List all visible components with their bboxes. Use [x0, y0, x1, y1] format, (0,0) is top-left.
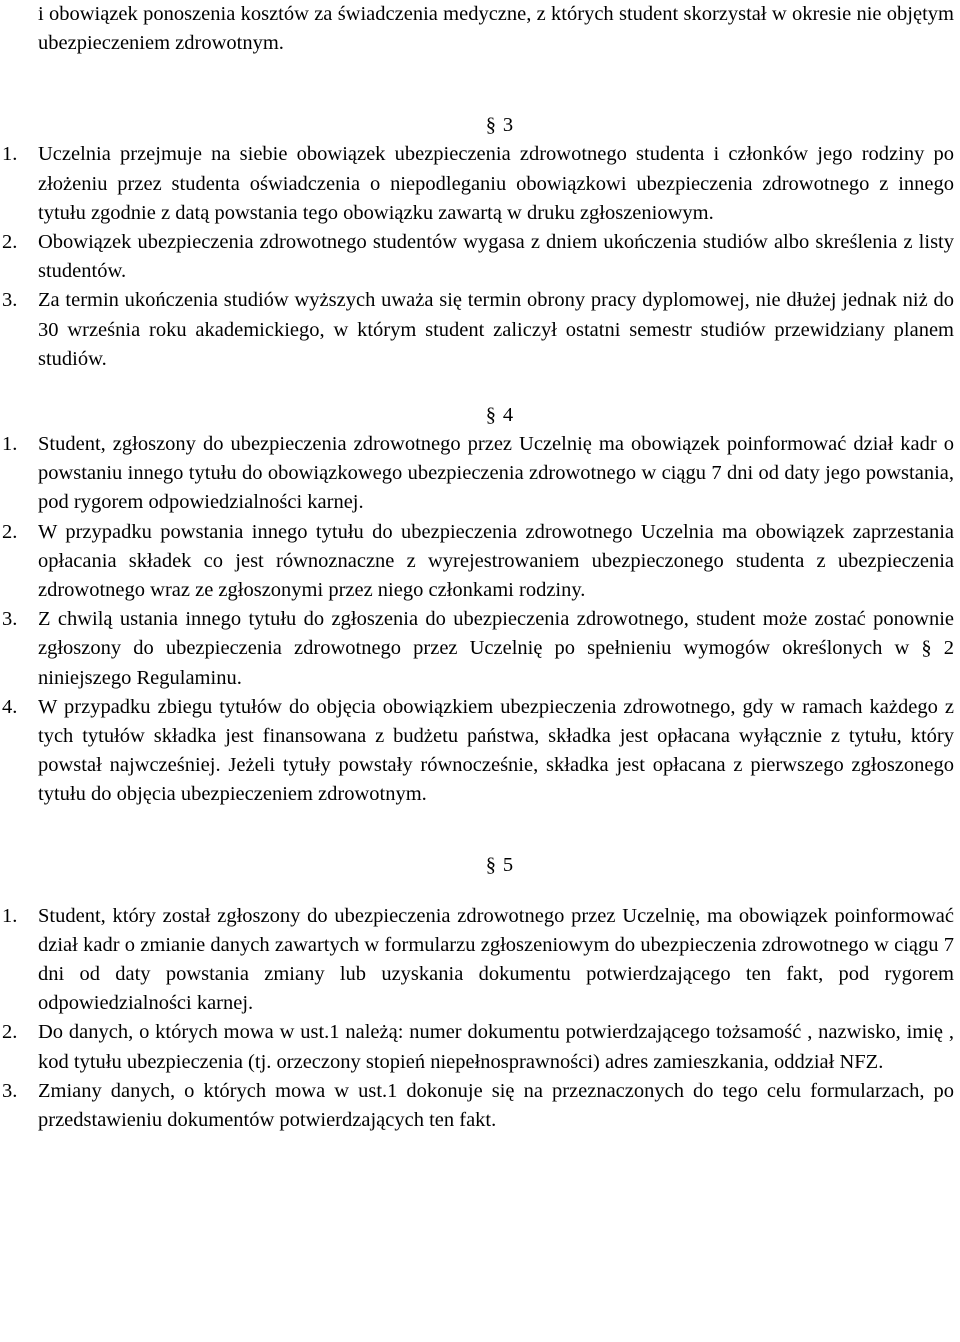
list-item — [2, 518, 954, 606]
section-heading-4 — [38, 400, 954, 430]
section-number: 4 — [502, 404, 514, 427]
item-number: 2. — [2, 231, 18, 254]
item-text: Student, zgłoszony do ubezpieczenia zdrowotnego przez Uczelnię ma obowiązek poinformować dział kadr o powstaniu innego tytułu do obowiązkowego ubezpieczenia zdrowotnego w ciągu 7 dni od daty jego powstania, pod rygorem odpowiedzialności karnej. — [38, 433, 954, 514]
section-number: 3 — [502, 114, 514, 137]
section-3-list — [2, 140, 954, 374]
item-number: 3. — [2, 608, 18, 631]
section-sign: § — [485, 853, 496, 876]
item-number: 3. — [2, 289, 18, 312]
section-sign: § — [485, 114, 496, 137]
item-number: 2. — [2, 520, 18, 543]
item-text: Zmiany danych, o których mowa w ust.1 dokonuje się na przeznaczonych do tego celu formularzach, po przedstawieniu dokumentów potwierdzających ten fakt. — [38, 1079, 954, 1132]
list-item — [2, 902, 954, 1019]
item-number: 1. — [2, 433, 18, 456]
item-text-after: 2 niniejszego Regulaminu. — [38, 637, 955, 689]
item-text: W przypadku powstania innego tytułu do ubezpieczenia zdrowotnego Uczelnia ma obowiązek zaprzestania opłacania składek co jest równoznaczne z wyrejestrowaniem ubezpieczonego studenta z ubezpieczenia zdrowotnego wraz ze zgłoszonymi przez niego członkami rodziny. — [38, 520, 954, 602]
item-number: 3. — [2, 1079, 18, 1102]
item-text-before: Z chwilą ustania innego tytułu do zgłoszenia do ubezpieczenia zdrowotnego, student może zostać ponownie zgłoszony do ubezpieczenia zdrowotnego przez Uczelnię po spełnieniu wymogów określonych w — [38, 608, 954, 660]
item-text: Obowiązek ubezpieczenia zdrowotnego studentów wygasa z dniem ukończenia studiów albo skreślenia z listy studentów. — [38, 231, 954, 283]
list-item — [2, 605, 955, 693]
intro-paragraph: i obowiązek ponoszenia kosztów za świadczenia medyczne, z których student skorzystał w okresie nie objętym ubezpieczeniem zdrowotnym. — [38, 3, 954, 55]
section-sign: § — [485, 404, 496, 427]
list-item — [2, 693, 954, 810]
section-4-list — [2, 430, 955, 810]
item-text: W przypadku zbiegu tytułów do objęcia obowiązkiem ubezpieczenia zdrowotnego, gdy w ramach każdego z tych tytułów składka jest finansowana z budżetu państwa, składka jest opłacana wyłącznie z tytułu, który powstał najwcześniej. Jeżeli tytuły powstały równocześnie, składka jest opłacana z pierwszego zgłoszonego tytułu do objęcia ubezpieczeniem zdrowotnym. — [38, 695, 954, 806]
list-item — [2, 1018, 954, 1076]
section-heading-3 — [38, 110, 954, 140]
list-item — [2, 1077, 954, 1135]
list-item — [2, 140, 954, 228]
item-text: Za termin ukończenia studiów wyższych uważa się termin obrony pracy dyplomowej, nie dłużej jednak niż do 30 września roku akademickiego, w którym student zaliczył ostatni semestr studiów przewidziany planem studiów. — [38, 289, 954, 370]
item-text: Student, który został zgłoszony do ubezpieczenia zdrowotnego przez Uczelnię, ma obowiązek poinformować dział kadr o zmianie danych zawartych w formularzu zgłoszeniowym do ubezpieczenia zdrowotnego w ciągu 7 dni od daty powstania zmiany lub uzyskania dokumentu potwierdzającego ten fakt, pod rygorem odpowiedzialności karnej. — [38, 904, 954, 1015]
section-sign-inline: § — [921, 637, 932, 660]
list-item — [2, 228, 954, 286]
section-5-list — [2, 902, 954, 1136]
list-item — [2, 286, 954, 374]
section-number: 5 — [502, 853, 514, 876]
item-number: 1. — [2, 904, 18, 927]
item-number: 4. — [2, 695, 18, 718]
item-text: Do danych, o których mowa w ust.1 należą: numer dokumentu potwierdzającego tożsamość , nazwisko, imię , kod tytułu ubezpieczenia (tj. orzeczony stopień niepełnosprawności) adres zamieszkania, oddział NFZ. — [38, 1021, 954, 1073]
item-number: 1. — [2, 143, 18, 166]
item-text: Uczelnia przejmuje na siebie obowiązek ubezpieczenia zdrowotnego studenta i członków jego rodziny po złożeniu przez studenta oświadczenia o niepodleganiu obowiązkowi ubezpieczenia zdrowotnego z innego tytułu zgodnie z datą powstania tego obowiązku zawartą w druku zgłoszeniowym. — [38, 143, 954, 224]
list-item — [2, 430, 954, 518]
section-heading-5 — [38, 850, 954, 880]
item-number: 2. — [2, 1021, 18, 1044]
